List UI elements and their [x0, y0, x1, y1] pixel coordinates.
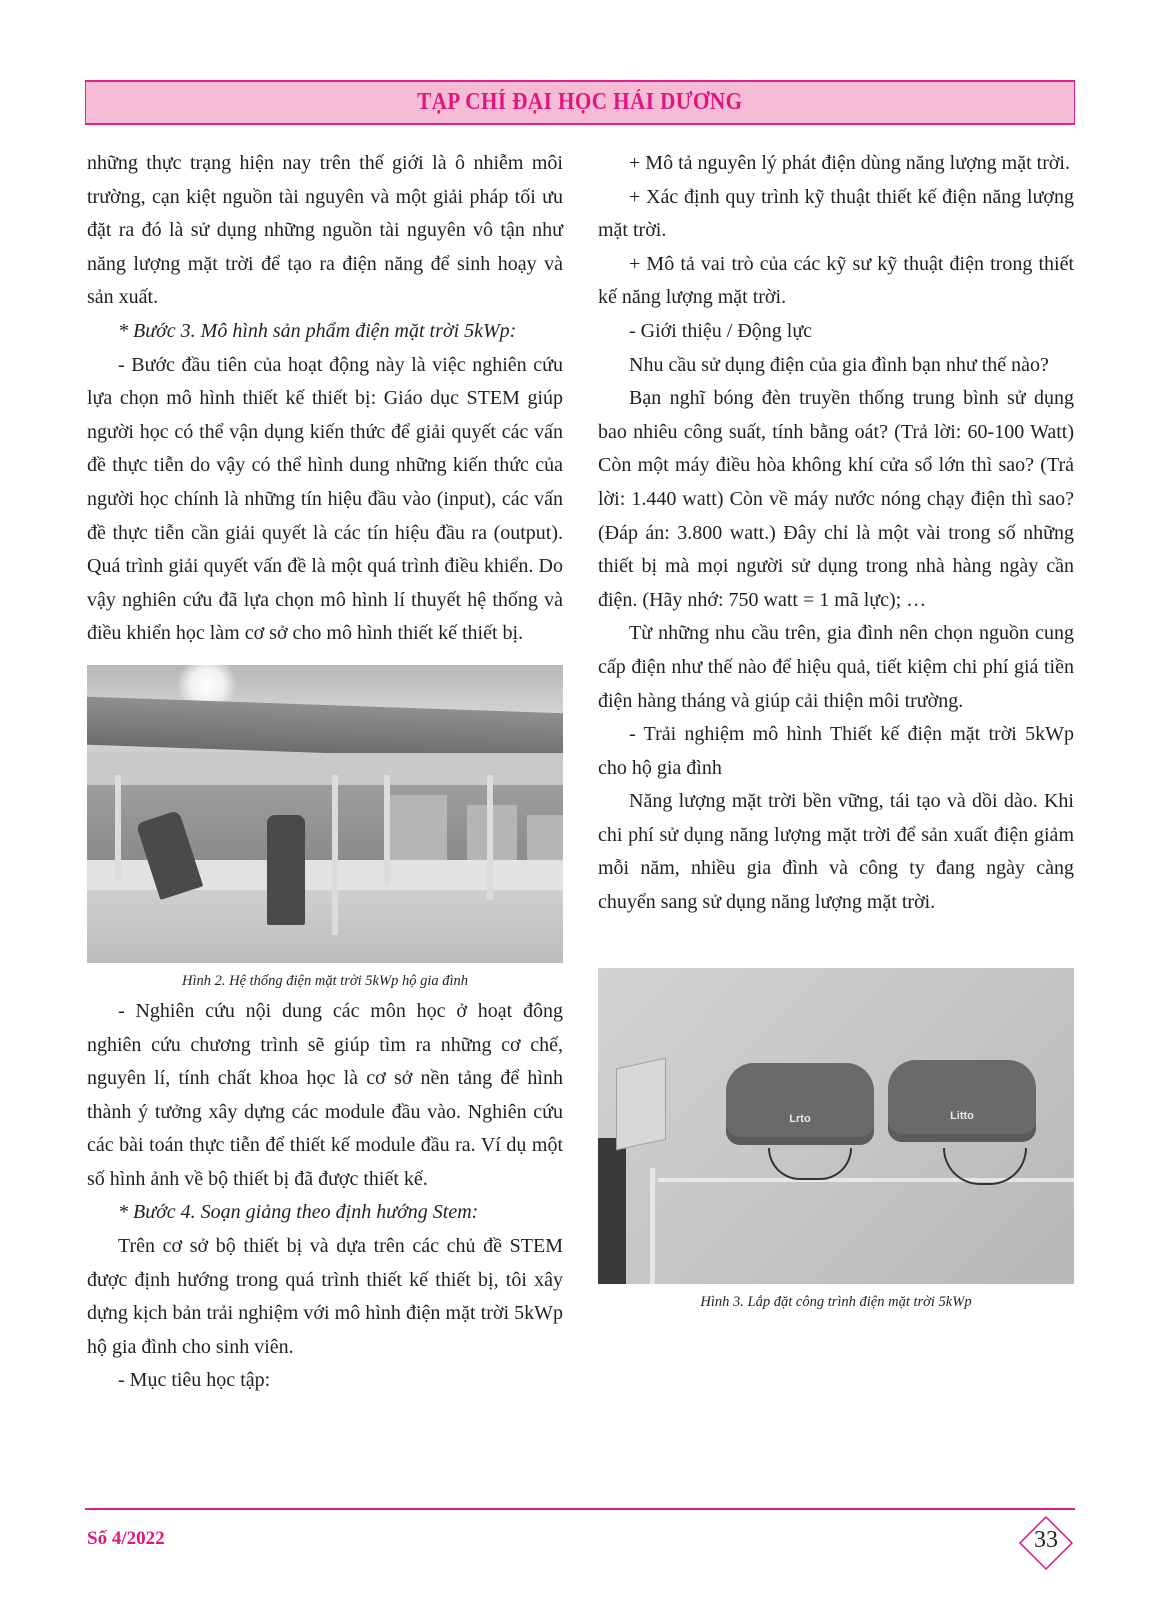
paragraph-question: Nhu cầu sử dụng điện của gia đình bạn như thế nào?: [629, 353, 1049, 376]
paragraph-intro: những thực trạng hiện nay trên thế giới là ô nhiễm môi trường, cạn kiệt nguồn tài nguyên và một giải pháp tối ưu đặt ra đó là sử dụng những nguồn tài nguyên vô tận như năng lượng mặt trời để tạo ra điện năng để sinh hoạy và sản xuất.: [87, 152, 563, 309]
intro-motivation-heading: - Giới thiệu / Động lực: [629, 319, 813, 342]
journal-title: TẠP CHÍ ĐẠI HỌC HẢI DƯƠNG: [417, 89, 743, 115]
right-column: [598, 147, 1074, 1316]
issue-number: Số 4/2022: [87, 1528, 165, 1549]
figure-2-rooftop-solar-photo: [87, 665, 563, 963]
figure-3-caption: Hình 3. Lắp đặt công trình điện mặt trời 5kWp: [700, 1293, 972, 1310]
footer-divider: [85, 1508, 1075, 1510]
figure-2-caption: Hình 2. Hệ thống điện mặt trời 5kWp hộ gia đình: [181, 972, 469, 989]
learning-objectives-label: - Mục tiêu học tập:: [118, 1369, 271, 1392]
objective-2: + Xác định quy trình kỹ thuật thiết kế điện năng lượng mặt trời.: [598, 185, 1074, 242]
page-number-badge: [1018, 1515, 1074, 1571]
objective-1: + Mô tả nguyên lý phát điện dùng năng lượng mặt trời.: [629, 152, 1070, 174]
inverter-logo: Lrto: [789, 1112, 811, 1125]
inverter-2: [888, 1060, 1036, 1142]
experience-heading: - Trải nghiệm mô hình Thiết kế điện mặt trời 5kWp cho hộ gia đình: [598, 723, 1074, 779]
paragraph-step-4: Trên cơ sở bộ thiết bị và dựa trên các chủ đề STEM được định hướng trong quá trình thiết kế thiết bị, tôi xây dựng kịch bản trải nghiệm với mô hình điện mặt trời 5kWp hộ gia đình cho sinh viên.: [87, 1235, 563, 1358]
inverter-logo: Litto: [950, 1109, 974, 1122]
objective-3: + Mô tả vai trò của các kỹ sư kỹ thuật điện trong thiết kế năng lượng mặt trời.: [598, 252, 1074, 309]
paragraph-choice: Từ những nhu cầu trên, gia đình nên chọn nguồn cung cấp điện như thế nào để hiệu quả, tiết kiệm chi phí giá tiền điện hàng tháng và giúp cải thiện môi trường.: [598, 622, 1074, 712]
paragraph-research: - Nghiên cứu nội dung các môn học ở hoạt đông nghiên cứu chương trình sẽ giúp tìm ra những cơ chế, nguyên lí, tính chất khoa học là cơ sở nền tảng để hình thành ý tưởng xây dựng các module đầu vào. Nghiên cứu các bài toán thực tiễn để thiết kế module đầu ra. Ví dụ một số hình ảnh về bộ thiết bị đã được thiết kế.: [87, 999, 563, 1190]
figure-3-inverter-photo: [598, 968, 1074, 1284]
left-column: [87, 147, 563, 1398]
journal-header: [85, 80, 1075, 125]
paragraph-step-3: - Bước đầu tiên của hoạt động này là việc nghiên cứu lựa chọn mô hình thiết kế thiết bị: Giáo dục STEM giúp người học có thể vận dụng kiến thức để giải quyết các vấn đề thực tiễn do vậy có thể hình dung những kiến thức của người học chính là những tín hiệu đầu vào (input), các vấn đề thực tiễn cần giải quyết là các tín hiệu đầu ra (output). Quá trình giải quyết vấn đề là một quá trình điều khiển. Do vậy nghiên cứu đã lựa chọn mô hình lí thuyết hệ thống và điều khiển học làm cơ sở cho mô hình thiết kế thiết bị.: [87, 353, 563, 645]
paragraph-power-usage: Bạn nghĩ bóng đèn truyền thống trung bình sử dụng bao nhiêu công suất, tính bằng oát? (Trả lời: 60-100 Watt) Còn một máy điều hòa không khí cửa sổ lớn thì sao? (Trả lời: 1.440 watt) Còn về máy nước nóng chạy điện thì sao? (Đáp án: 3.800 watt.) Đây chỉ là một vài trong số những thiết bị mà mọi người sử dụng trong nhà hàng ngày cần điện. (Hãy nhớ: 750 watt = 1 mã lực); …: [598, 387, 1074, 611]
inverter-1: [726, 1063, 874, 1145]
paragraph-sustainability: Năng lượng mặt trời bền vững, tái tạo và dồi dào. Khi chi phí sử dụng năng lượng mặt trời để sản xuất điện giảm mỗi năm, nhiều gia đình và công ty đang ngày càng chuyển sang sử dụng năng lượng mặt trời.: [598, 790, 1074, 914]
page-number: 33: [1034, 1527, 1058, 1553]
step-4-heading: * Bước 4. Soạn giảng theo định hướng Stem:: [118, 1201, 479, 1224]
step-3-heading: * Bước 3. Mô hình sản phẩm điện mặt trời 5kWp:: [118, 319, 517, 342]
